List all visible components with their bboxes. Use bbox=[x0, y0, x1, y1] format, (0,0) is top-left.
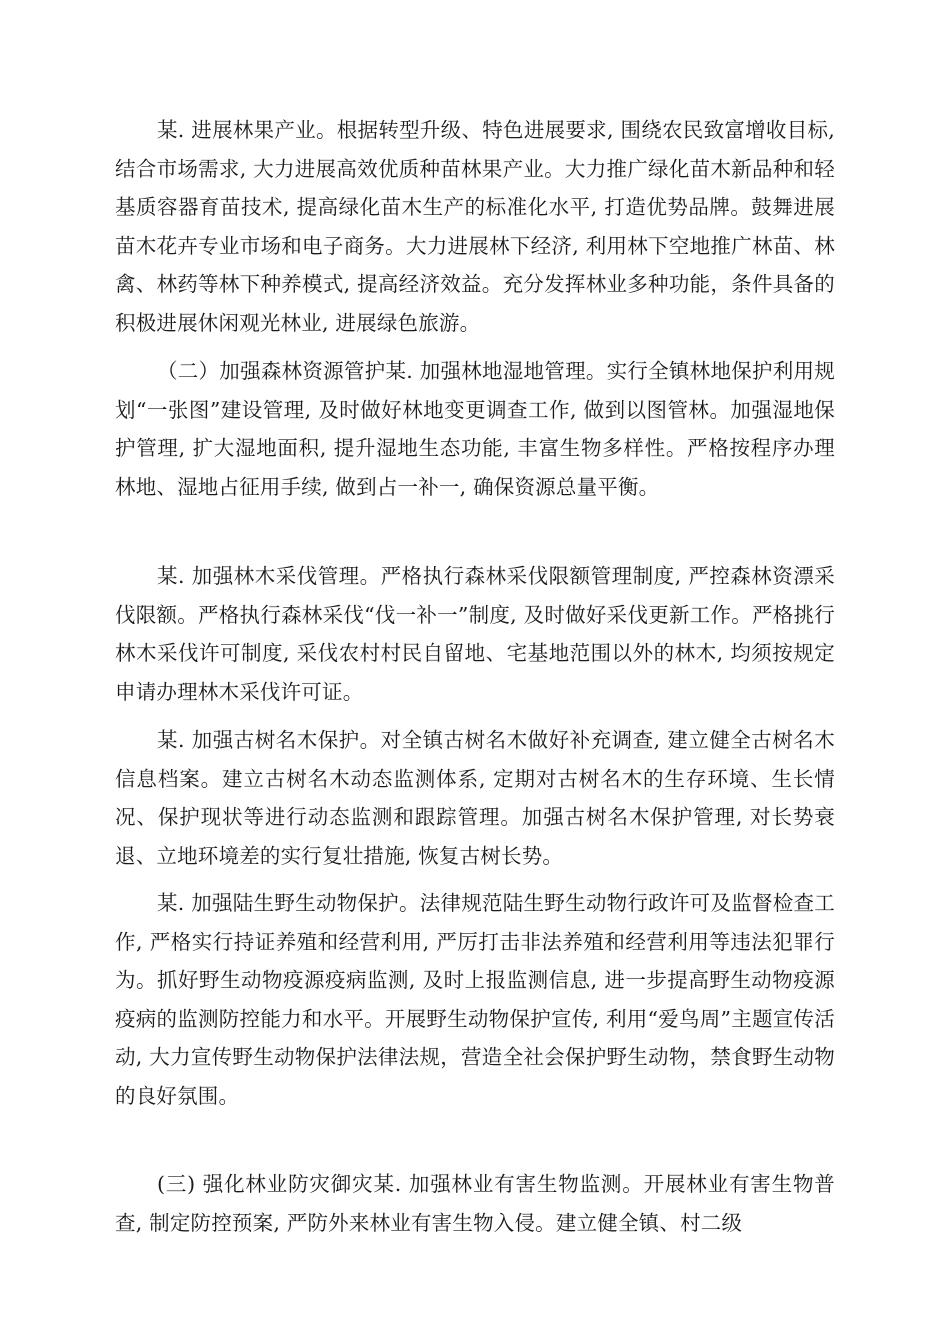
paragraph-forest-resource-protection: （二）加强森林资源管护某. 加强林地湿地管理。实行全镇林地保护利用规划“一张图”建设管理, 及时做好林地变更调查工作, 做到以图管林。加强湿地保护管理, 扩大湿地面积, 提升湿地生态功能, 丰富生物多样性。严格按程序办理林地、湿地占征用手续, 做到占一补一, 确保资源总量平衡。 bbox=[115, 359, 835, 499]
paragraph-logging-management: 某. 加强林木采伐管理。严格执行森林采伐限额管理制度, 严控森林资漂采伐限额。严格执行森林采伐“伐一补一”制度, 及时做好采伐更新工作。严格挑行林木采伐许可制度, 采伐农村村民自留地、宅基地范围以外的林木, 均须按规定申请办理林木采伐许可证。 bbox=[115, 564, 835, 704]
paragraph-disaster-prevention: (三) 强化林业防灾御灾某. 加强林业有害生物监测。开展林业有害生物普查, 制定防控预案, 严防外来林业有害生物入侵。建立健全镇、村二级 bbox=[115, 1172, 835, 1235]
paragraph-ancient-tree-protection: 某. 加强古树名木保护。对全镇古树名木做好补充调查, 建立健全古树名木信息档案。建立古树名木动态监测体系, 定期对古树名木的生存环境、生长情况、保护现状等进行动态监测和跟踪管理。加强古树名木保护管理, 对长势衰退、立地环境差的实行复壮措施, 恢复古树长势。 bbox=[115, 728, 835, 868]
paragraph-wildlife-protection: 某. 加强陆生野生动物保护。法律规范陆生野生动物行政许可及监督检查工作, 严格实行持证养殖和经营利用, 严厉打击非法养殖和经营利用等违法犯罪行为。抓好野生动物疫源疫病监测, 及时上报监测信息, 进一步提高野生动物疫源疫病的监测防控能力和水平。开展野生动物保护宣传, 利用“爱鸟周”主题宣传活动, 大力宣传野生动物保护法律法规，营造全社会保护野生动物，禁食野生动物的良好氛围。 bbox=[115, 891, 835, 1108]
paragraph-forest-fruit-industry: 某. 进展林果产业。根据转型升级、特色进展要求, 围绕农民致富增收目标, 结合市场需求, 大力进展高效优质种苗林果产业。大力推广绿化苗木新品种和轻基质容器育苗技术, 提高绿化苗木生产的标准化水平, 打造优势品牌。鼓舞进展苗木花卉专业市场和电子商务。大力进展林下经济, 利用林下空地推广林苗、林禽、林药等林下种养模式, 提高经济效益。充分发挥林业多种功能，条件具备的积极进展休闲观光林业, 进展绿色旅游。 bbox=[115, 118, 835, 335]
